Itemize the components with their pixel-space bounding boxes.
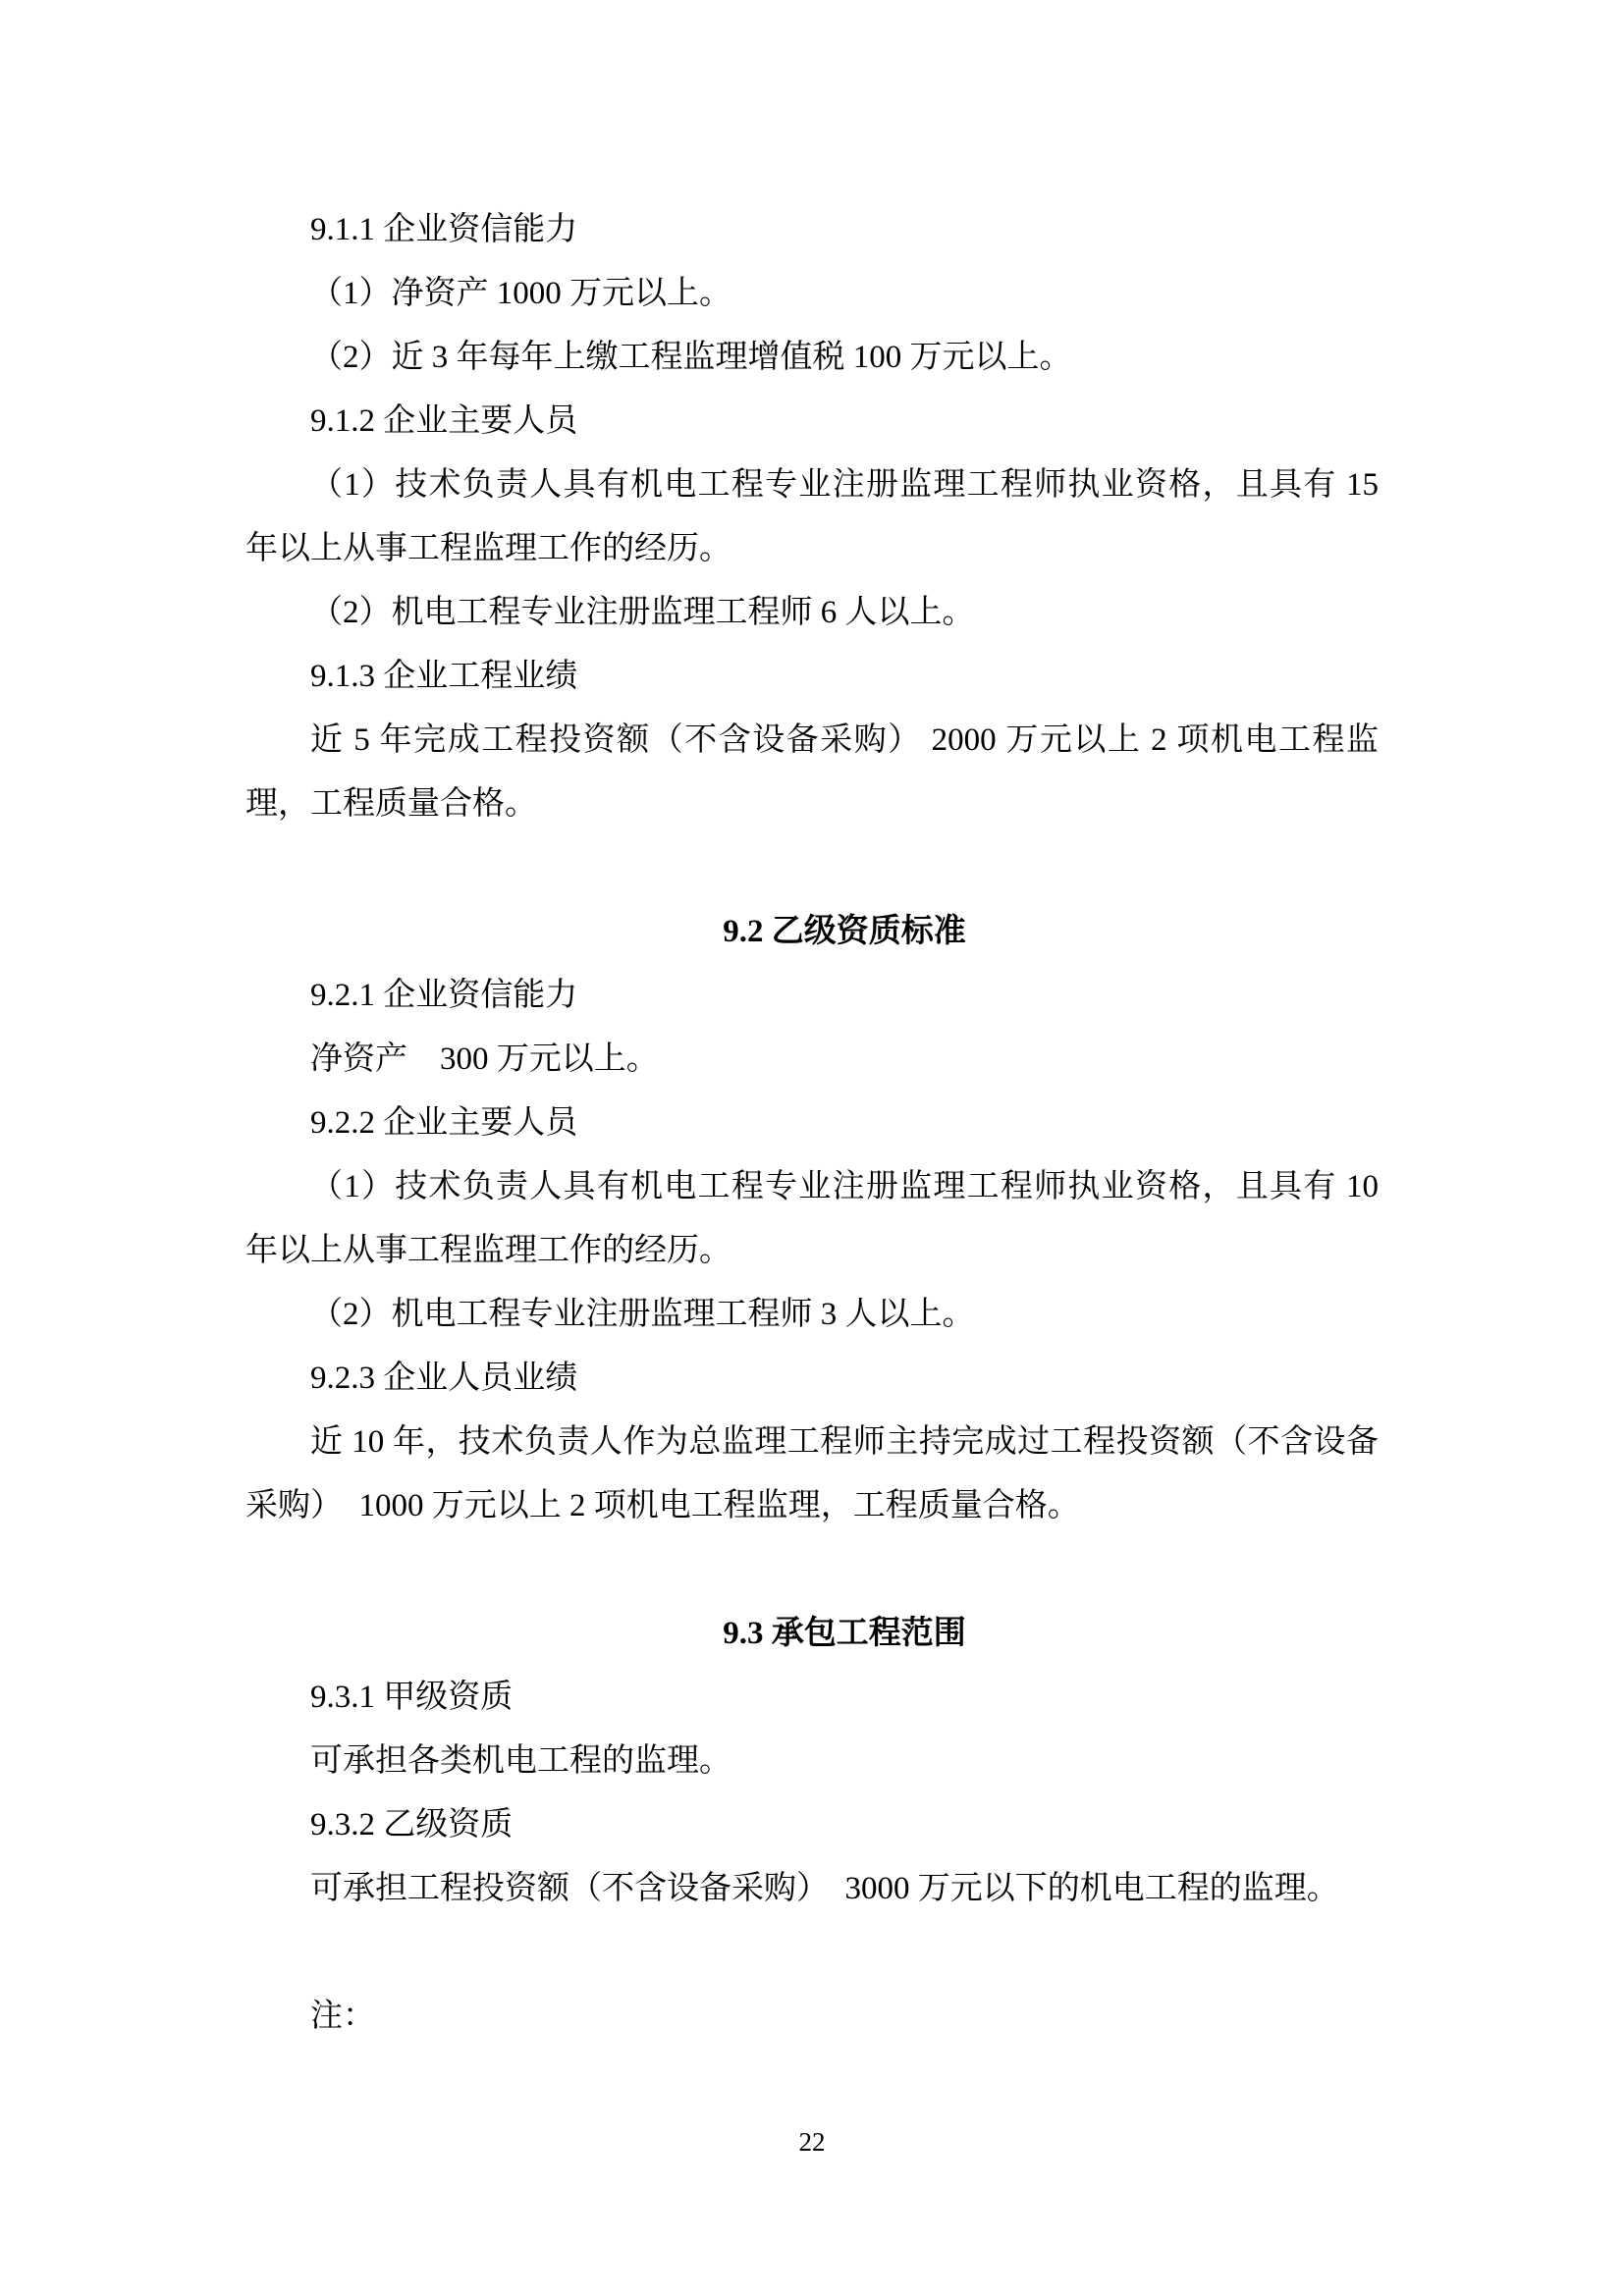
clause-9-3-2-body: 可承担工程投资额（不含设备采购） 3000 万元以下的机电工程的监理。	[310, 1871, 1339, 1906]
section-9-3-heading: 9.3 承包工程范围	[723, 1616, 966, 1651]
section-9-2-heading: 9.2 乙级资质标准	[723, 914, 966, 949]
clause-9-1-2-item-1: （1）技术负责人具有机电工程专业注册监理工程师执业资格，且具有 15 年以上从事工程监理工作的经历。	[245, 467, 1387, 566]
clause-9-2-1-heading: 9.2.1 企业资信能力	[310, 978, 578, 1013]
clause-9-1-1-heading: 9.1.1 企业资信能力	[310, 212, 578, 247]
clause-9-3-1-heading: 9.3.1 甲级资质	[310, 1680, 514, 1715]
clause-9-1-3-heading: 9.1.3 企业工程业绩	[310, 659, 578, 694]
clause-9-2-2-heading: 9.2.2 企业主要人员	[310, 1105, 578, 1141]
note-label: 注：	[310, 1999, 375, 2034]
clause-9-1-2-item-2: （2）机电工程专业注册监理工程师 6 人以上。	[310, 595, 975, 630]
clause-9-2-3-body: 近 10 年，技术负责人作为总监理工程师主持完成过工程投资额（不含设备采购） 1000 万元以上 2 项机电工程监理，工程质量合格。	[245, 1424, 1379, 1523]
clause-9-1-2-heading: 9.1.2 企业主要人员	[310, 403, 578, 439]
clause-9-2-2-item-1: （1）技术负责人具有机电工程专业注册监理工程师执业资格，且具有 10 年以上从事工程监理工作的经历。	[245, 1169, 1387, 1268]
document-body	[245, 198, 1387, 2049]
clause-9-2-3-heading: 9.2.3 企业人员业绩	[310, 1361, 578, 1396]
clause-9-3-1-body: 可承担各类机电工程的监理。	[310, 1743, 731, 1779]
clause-9-2-1-body: 净资产 300 万元以上。	[310, 1041, 659, 1077]
clause-9-3-2-heading: 9.3.2 乙级资质	[310, 1807, 514, 1842]
clause-9-1-1-item-2: （2）近 3 年每年上缴工程监理增值税 100 万元以上。	[310, 340, 1072, 375]
clause-9-1-1-item-1: （1）净资产 1000 万元以上。	[310, 276, 731, 311]
clause-9-1-3-body: 近 5 年完成工程投资额（不含设备采购） 2000 万元以上 2 项机电工程监理，工程质量合格。	[245, 722, 1379, 822]
page-number: 22	[798, 2127, 826, 2157]
clause-9-2-2-item-2: （2）机电工程专业注册监理工程师 3 人以上。	[310, 1297, 975, 1332]
